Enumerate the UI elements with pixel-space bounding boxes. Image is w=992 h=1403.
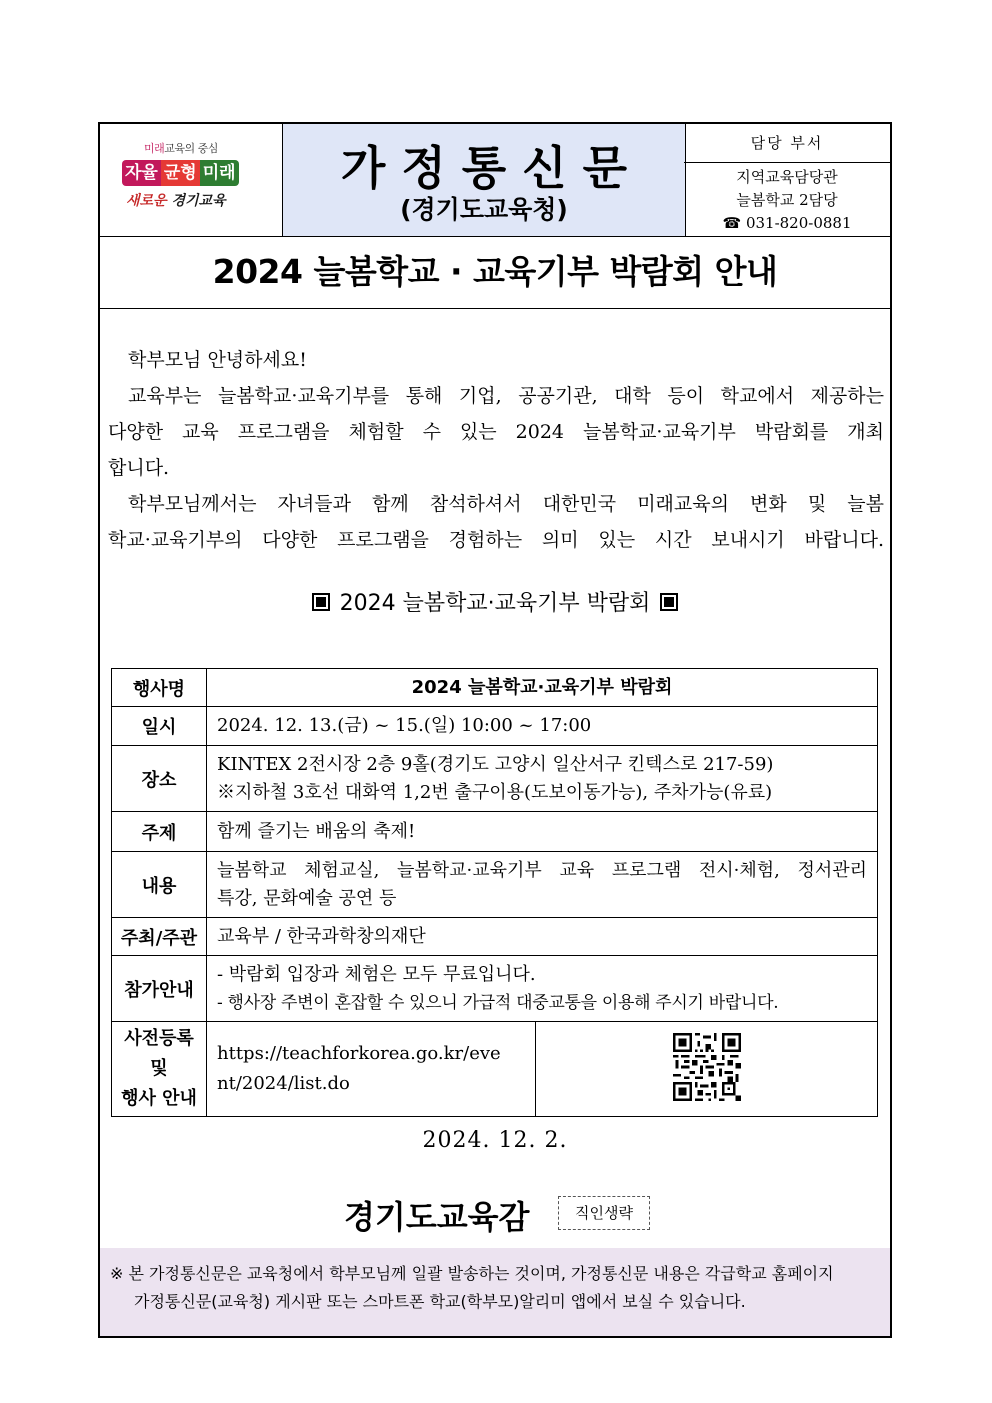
guide-label: 참가안내 (112, 956, 207, 1022)
page-subtitle: (경기도교육청) (400, 195, 568, 224)
stamp-omitted-badge: 직인생략 (558, 1196, 650, 1230)
body-text (108, 342, 884, 558)
square-bullet-icon (660, 593, 678, 611)
guide-value (207, 956, 878, 1022)
table-row (112, 812, 878, 852)
phone-number: 031-820-0881 (745, 214, 852, 232)
place-value (207, 746, 878, 812)
department-name: 지역교육담당관 (736, 168, 838, 186)
logo-subtitle (126, 190, 226, 210)
guide-line-1: - 박람회 입장과 체험은 모두 무료입니다. (217, 963, 536, 985)
content-line-1: 늘봄학교 체험교실, 늘봄학교·교육기부 교육 프로그램 전시·체험, 정서관리 (217, 859, 867, 881)
registration-url-line-2: nt/2024/list.do (217, 1073, 350, 1094)
footer-note (100, 1248, 890, 1336)
paragraph-2-line-2: 학교·교육기부의 다양한 프로그램을 경험하는 의미 있는 시간 보내시기 바랍니다. (108, 529, 884, 551)
host-label: 주최/주관 (112, 918, 207, 956)
table-row (112, 956, 878, 1022)
department-team: 늘봄학교 2담당 (736, 191, 838, 209)
logo-sub-dark: 경기교육 (171, 193, 226, 209)
registration-label-line-1: 사전등록 및 (124, 1028, 194, 1079)
notice-title: 2024 늘봄학교 · 교육기부 박람회 안내 (100, 236, 890, 309)
host-value: 교육부 / 한국과학창의재단 (207, 918, 878, 956)
qr-code-cell (536, 1022, 878, 1117)
paragraph-1-line-3: 합니다. (108, 457, 170, 479)
table-row (112, 852, 878, 918)
content-label: 내용 (112, 852, 207, 918)
table-row (112, 669, 878, 707)
datetime-label: 일시 (112, 707, 207, 746)
datetime-value: 2024. 12. 13.(금) ~ 15.(일) 10:00 ~ 17:00 (207, 707, 878, 746)
logo-tagline: 미래교육의 중심 (144, 142, 218, 155)
theme-value: 함께 즐기는 배움의 축제! (207, 812, 878, 852)
page-title: 가정통신문 (340, 141, 644, 195)
place-transport: ※지하철 3호선 대화역 1,2번 출구이용(도보이동가능), 주차가능(유료) (217, 781, 773, 803)
event-info-table (111, 668, 878, 1117)
logo-word-1: 자율 (122, 160, 161, 186)
department-label: 담당 부서 (684, 124, 890, 163)
table-row (112, 746, 878, 812)
logo-word-3: 미래 (200, 160, 239, 186)
qr-code-icon[interactable] (673, 1033, 741, 1101)
theme-label: 주제 (112, 812, 207, 852)
logo-sub-red: 새로운 (126, 193, 167, 209)
section-title (100, 586, 890, 617)
event-name-value: 2024 늘봄학교·교육기부 박람회 (207, 669, 878, 707)
table-row (112, 918, 878, 956)
logo-word-2: 균형 (161, 160, 200, 186)
logo-tagline-highlight: 미래 (144, 142, 165, 155)
phone-icon: ☎ (722, 214, 742, 232)
title-block (282, 124, 686, 236)
guide-line-2: - 행사장 주변이 혼잡할 수 있으니 가급적 대중교통을 이용해 주시기 바랍니다. (217, 992, 779, 1013)
paragraph-2-line-1: 학부모님께서는 자녀들과 함께 참석하셔서 대한민국 미래교육의 변화 및 늘봄 (128, 493, 884, 515)
issue-date: 2024. 12. 2. (422, 1128, 568, 1153)
department-info (684, 124, 890, 236)
footer-line-1: ※ 본 가정통신문은 교육청에서 학부모님께 일괄 발송하는 것이며, 가정통신문 내용은 각급학교 홈페이지 (110, 1264, 834, 1283)
registration-label (112, 1022, 207, 1117)
table-row (112, 707, 878, 746)
newsletter-frame (98, 122, 892, 1338)
content-value (207, 852, 878, 918)
logo (100, 124, 282, 236)
place-label: 장소 (112, 746, 207, 812)
department-phone (684, 212, 890, 235)
footer-line-2: 가정통신문(교육청) 게시판 또는 스마트폰 학교(학부모)알리미 앱에서 보실 수 있습니다. (134, 1292, 746, 1311)
content-line-2: 특강, 문화예술 공연 등 (217, 887, 397, 909)
event-name-label: 행사명 (112, 669, 207, 707)
logo-badge (122, 160, 239, 186)
section-title-text: 2024 늘봄학교·교육기부 박람회 (339, 591, 651, 616)
place-address: KINTEX 2전시장 2층 9홀(경기도 고양시 일산서구 킨텍스로 217-59) (217, 753, 774, 775)
paragraph-1-line-1: 교육부는 늘봄학교·교육기부를 통해 기업, 공공기관, 대학 등이 학교에서 제공하는 (128, 385, 884, 407)
registration-label-line-2: 행사 안내 (121, 1088, 197, 1109)
signature: 경기도교육감 (344, 1198, 530, 1236)
greeting: 학부모님 안녕하세요! (128, 349, 307, 371)
square-bullet-icon (312, 593, 330, 611)
registration-url[interactable] (207, 1022, 536, 1117)
header (100, 124, 890, 237)
table-row (112, 1022, 878, 1117)
registration-url-line-1: https://teachforkorea.go.kr/eve (217, 1043, 501, 1064)
paragraph-1-line-2: 다양한 교육 프로그램을 체험할 수 있는 2024 늘봄학교·교육기부 박람회를 개최 (108, 421, 884, 443)
